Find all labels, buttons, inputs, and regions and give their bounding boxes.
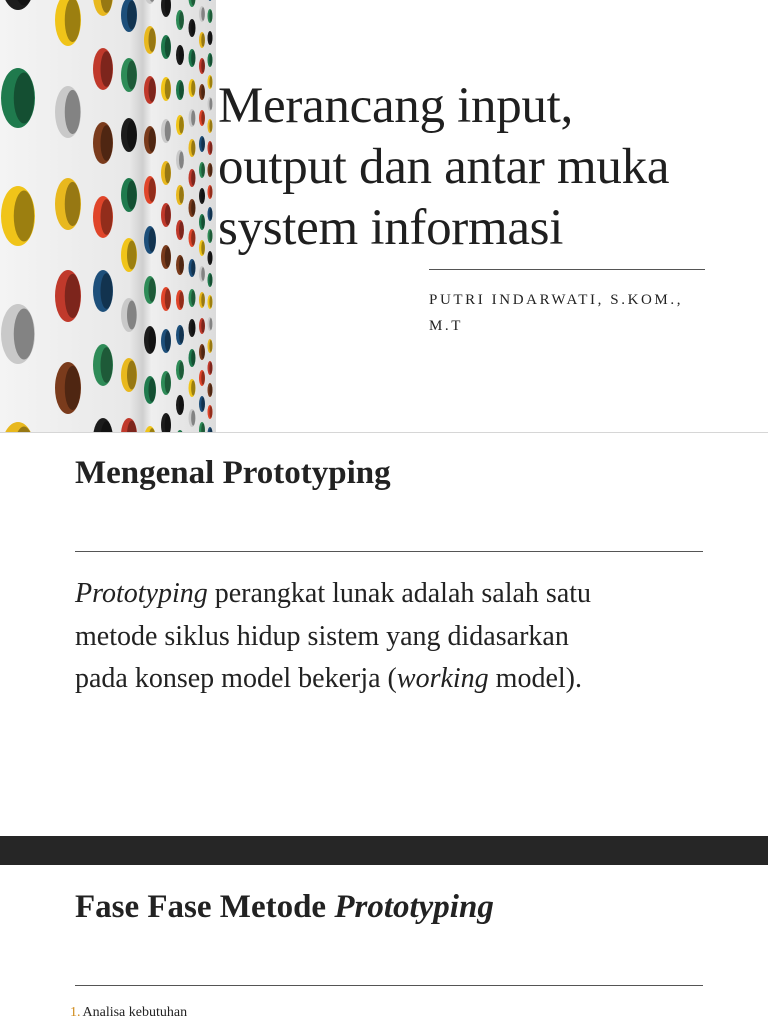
wall-hole-shadow [209,120,212,132]
wall-hole-shadow [179,222,184,239]
wall-hole-shadow [165,331,171,351]
wall-hole-shadow [191,410,195,425]
wall-hole-shadow [201,7,205,21]
wall-hole-shadow [165,247,171,267]
wall-hole-shadow [209,164,212,176]
slide-body-text [75,573,715,701]
wall-hole-shadow [191,260,195,275]
wall-hole-shadow [65,366,81,410]
wall-hole-shadow [209,10,212,22]
wall-hole-shadow [191,110,195,125]
wall-hole-shadow [201,319,205,333]
wall-hole-shadow [209,318,212,330]
wall-hole-shadow [127,61,137,90]
list-number: 1. [70,1005,81,1020]
term-prototyping: Prototyping [75,578,208,609]
title-line-1: Merancang input, [218,78,573,134]
wall-hole-shadow [201,85,205,99]
wall-hole-shadow [101,199,113,235]
wall-hole-shadow [191,80,195,95]
wall-hole-shadow [191,170,195,185]
wall-hole-shadow [149,178,156,202]
wall-hole-shadow [209,252,212,264]
wall-hole-shadow [209,296,212,308]
wall-hole-shadow [209,76,212,88]
wall-hole-shadow [179,362,184,379]
slide-heading: Fase Fase Metode Prototyping [75,889,494,925]
list-label: Analisa kebutuhan [82,1005,188,1020]
wall-hole-shadow [101,125,113,161]
wall-hole-shadow [165,373,171,393]
wall-hole-shadow [127,1,137,30]
wall-hole-shadow [191,20,195,35]
wall-hole-shadow [14,191,34,242]
author-line-1: PUTRI INDARWATI, S.KOM., [429,292,684,308]
title-slide [0,0,768,432]
wall-hole-shadow [201,397,205,411]
wall-hole-shadow [127,121,137,150]
wall-hole-shadow [179,117,184,134]
wall-hole-shadow [179,82,184,99]
body-line-1: Prototyping perangkat lunak adalah salah satu [75,578,592,609]
wall-hole-shadow [201,33,205,47]
body-line-3: pada konsep model bekerja (working model). [75,663,582,694]
wall-hole-shadow [149,78,156,102]
wall-hole-shadow [149,128,156,152]
presentation-title [218,76,763,259]
wall-hole-shadow [201,293,205,307]
wall-hole-shadow [14,309,34,360]
wall-hole-shadow [127,301,137,330]
heading-divider [75,985,703,986]
title-line-3: system informasi [218,200,564,256]
wall-hole-shadow [209,340,212,352]
wall-hole-shadow [191,230,195,245]
author-line-2: M.T [429,318,464,334]
wall-hole-shadow [201,241,205,255]
wall-hole-shadow [191,50,195,65]
wall-hole-shadow [191,380,195,395]
wall-hole-shadow [179,47,184,64]
slide-gap-band [0,836,768,865]
wall-hole-shadow [127,241,137,270]
wall-hole-shadow [209,54,212,66]
wall-hole-shadow [201,267,205,281]
wall-hole-shadow [201,215,205,229]
wall-hole-shadow [209,98,212,110]
wall-hole-shadow [127,181,137,210]
wall-hole-shadow [14,73,34,124]
wall-hole-shadow [179,397,184,414]
wall-hole-shadow [165,205,171,225]
wall-hole-shadow [179,292,184,309]
wall-hole-shadow [149,28,156,52]
heading-divider [75,551,703,552]
wall-hole-shadow [149,278,156,302]
wall-hole-shadow [179,257,184,274]
wall-hole-shadow [209,142,212,154]
wall-hole-shadow [179,187,184,204]
wall-hole-shadow [191,290,195,305]
title-divider [429,269,705,270]
wall-hole-shadow [201,163,205,177]
phase-list [70,1004,187,1022]
wall-hole-shadow [165,163,171,183]
wall-hole-shadow [209,384,212,396]
list-item [70,1004,187,1022]
wall-hole-shadow [201,371,205,385]
wall-hole-shadow [65,274,81,318]
author-name [429,287,749,339]
wall-hole-shadow [149,378,156,402]
wall-hole-shadow [101,273,113,309]
wall-hole-shadow [209,208,212,220]
wall-hole-shadow [165,79,171,99]
wall-hole-shadow [179,327,184,344]
wall-hole-shadow [201,189,205,203]
wall-hole-shadow [201,137,205,151]
wall-hole-shadow [65,90,81,134]
term-working: working [396,663,489,694]
perforated-wall-image [0,0,216,432]
wall-hole-shadow [165,37,171,57]
wall-hole-shadow [165,289,171,309]
wall-hole-shadow [127,361,137,390]
wall-hole-shadow [179,152,184,169]
title-line-2: output dan antar muka [218,139,670,195]
prototyping-phases-slide [0,865,768,1024]
wall-hole-shadow [101,347,113,383]
wall-hole-shadow [209,274,212,286]
prototyping-intro-slide [0,433,768,836]
wall-hole-shadow [101,51,113,87]
wall-hole-shadow [149,328,156,352]
wall-hole-shadow [201,345,205,359]
wall-hole-shadow [191,200,195,215]
wall-hole-shadow [65,182,81,226]
wall-hole-shadow [209,32,212,44]
wall-hole-shadow [165,121,171,141]
wall-hole-shadow [209,186,212,198]
cover-photo [0,0,216,432]
wall-hole-shadow [191,140,195,155]
body-line-2: metode siklus hidup sistem yang didasarkan [75,620,569,652]
wall-hole-shadow [149,228,156,252]
wall-hole-shadow [209,230,212,242]
wall-hole-shadow [209,362,212,374]
wall-hole-shadow [201,111,205,125]
wall-hole-shadow [201,59,205,73]
wall-hole-shadow [191,320,195,335]
slide-heading: Mengenal Prototyping [75,455,391,491]
wall-hole-shadow [191,350,195,365]
wall-hole-shadow [179,12,184,29]
wall-hole-shadow [209,406,212,418]
